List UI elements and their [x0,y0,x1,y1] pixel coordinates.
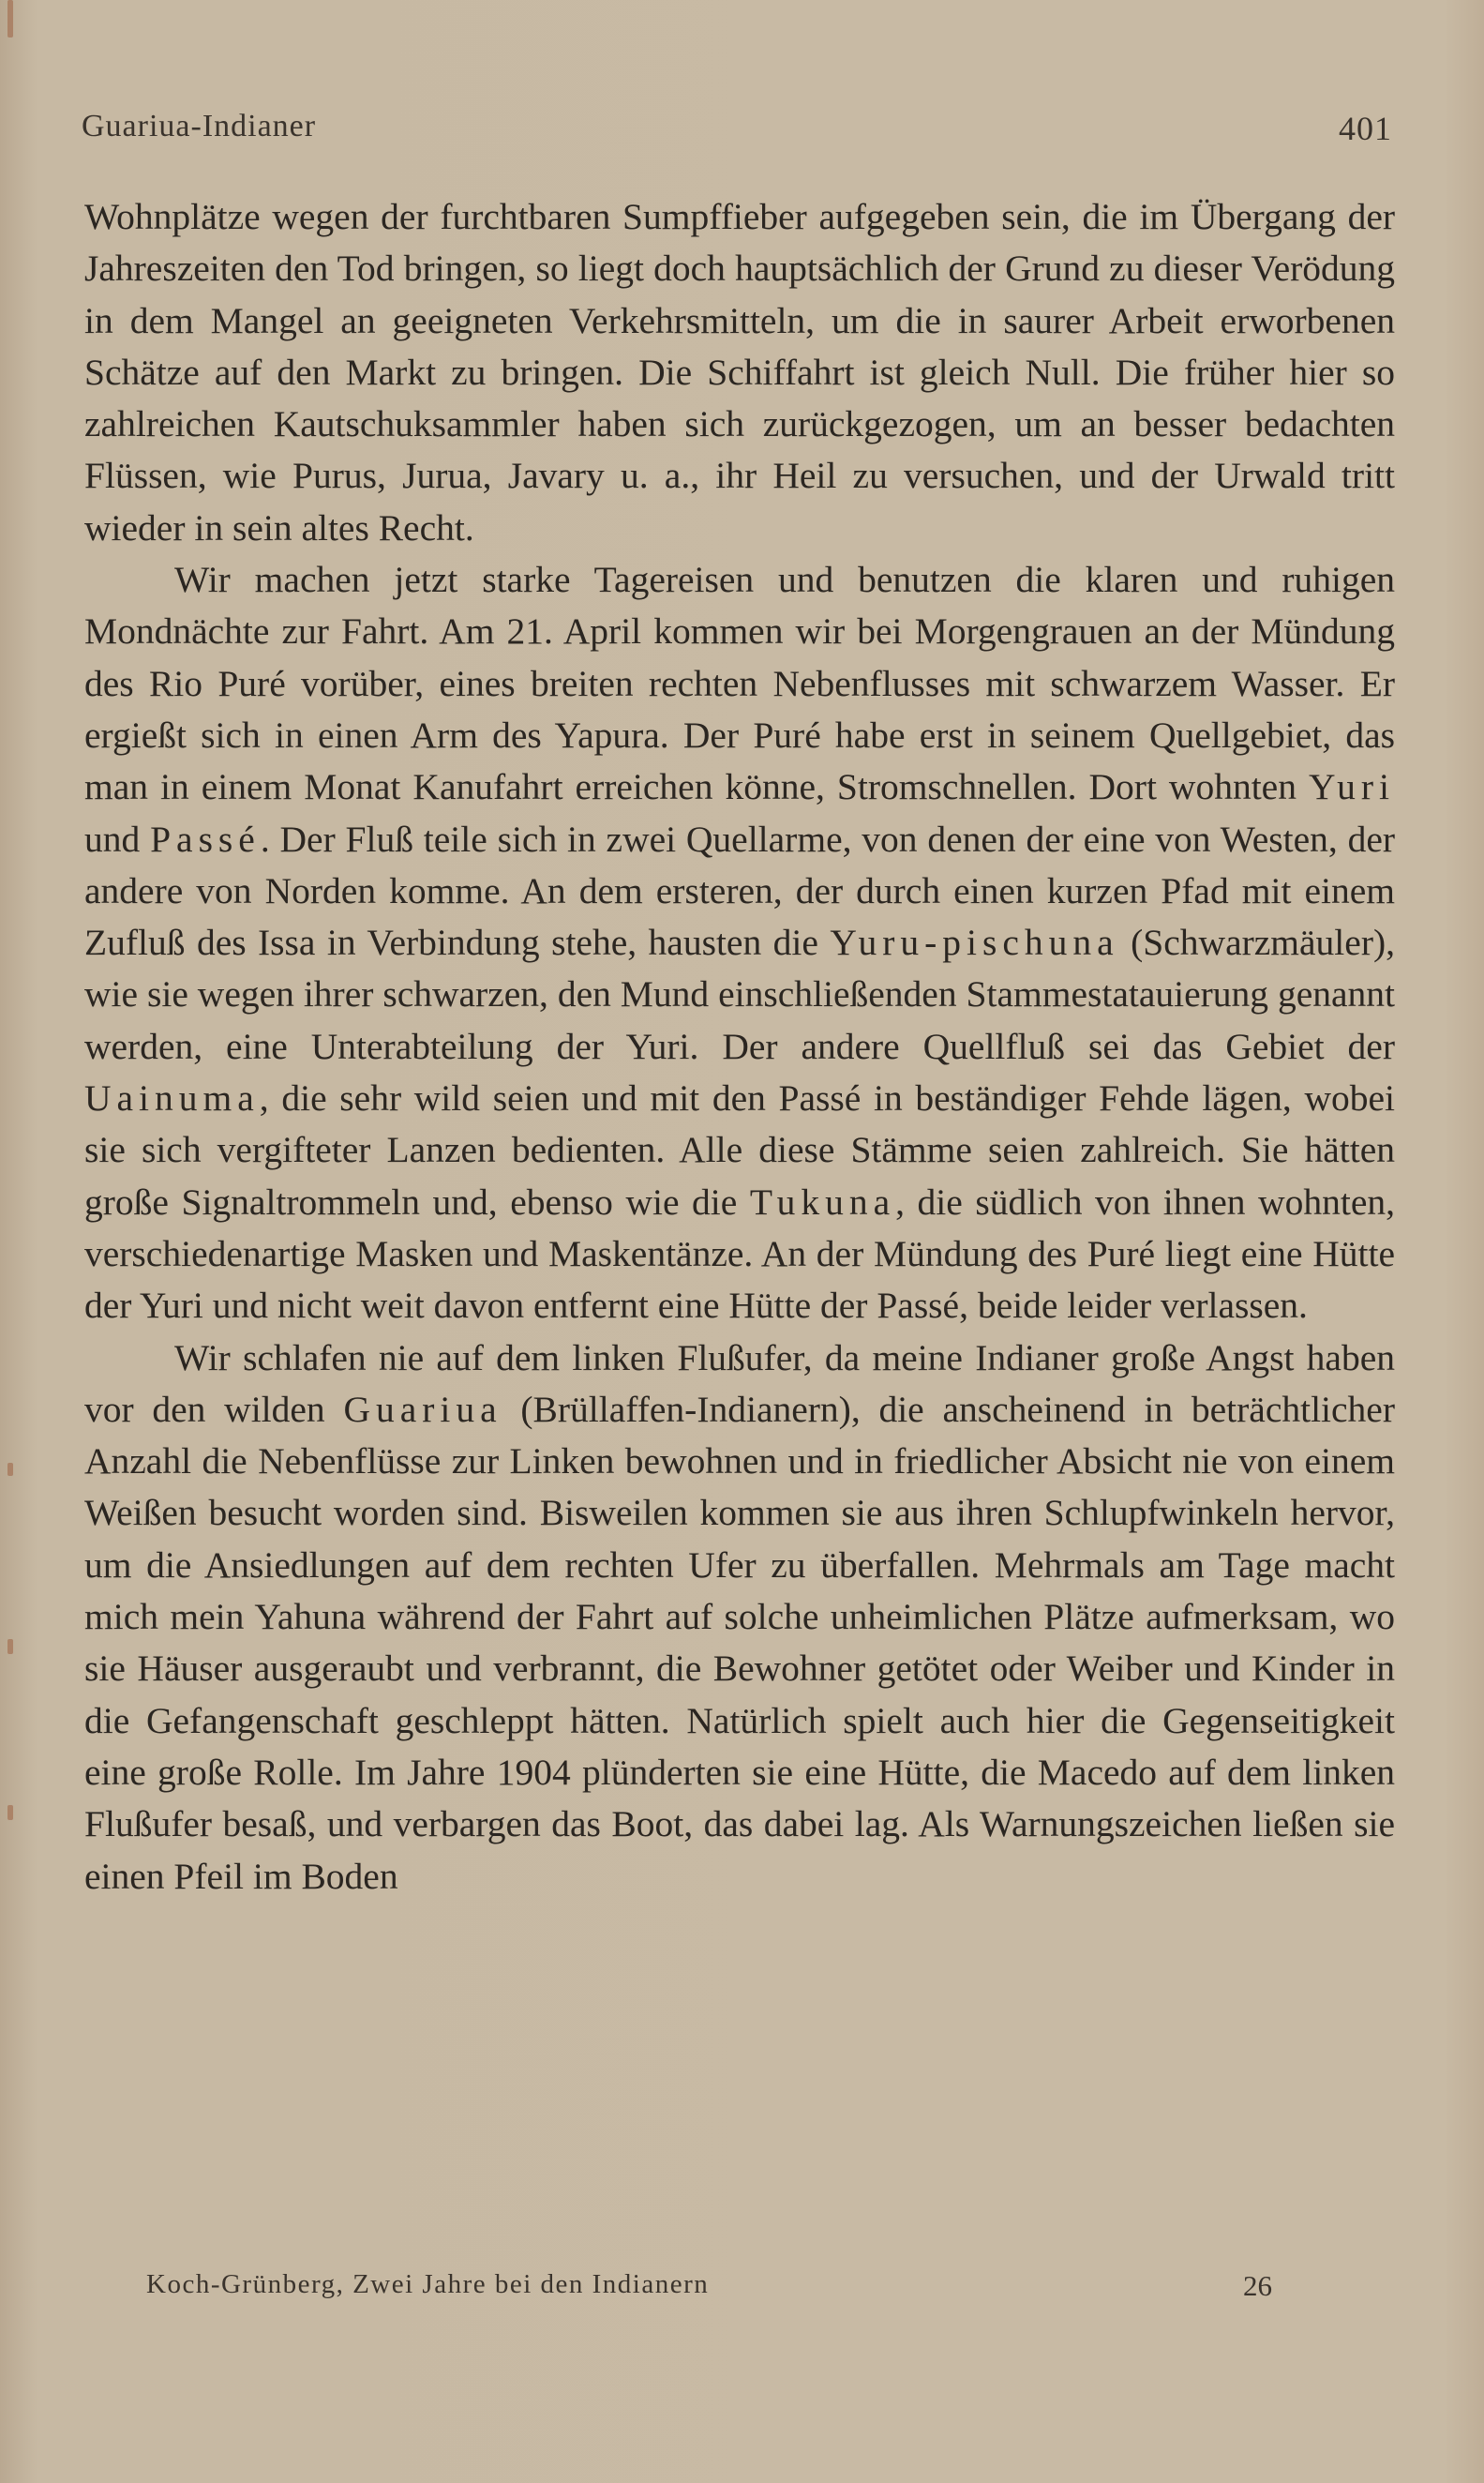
text-run: Wohnplätze wegen der furchtbaren Sumpffieber aufgegeben sein, die im Übergang der Jahreszeiten den Tod bringen, so liegt doch hauptsächlich der Grund zu dieser Verödung in dem Mangel an geeigneten Verkehrsmitteln, um die in saurer Arbeit erworbenen Schätze auf den Markt zu bringen. Die Schiffahrt ist gleich Null. Die früher hier so zahlreichen Kautschuksammler haben sich zurückgezogen, um an besser bedachten Flüssen, wie Purus, Jurua, Javary u. a., ihr Heil zu versuchen, und der Urwald tritt wieder in sein altes Recht. [84,196,1395,549]
spaced-name: Uainuma [84,1077,260,1120]
running-head-title: Guariua-Indianer [82,109,317,143]
spaced-name: Yuri [1308,766,1395,808]
spaced-name: Passé [150,818,261,860]
page-edge-stain [7,1639,13,1654]
signature-mark-text: Koch-Grünberg, Zwei Jahre bei den Indianern [146,2269,710,2299]
spaced-name: Guariua [343,1388,502,1430]
page-edge-stain [7,1463,13,1476]
text-run: Wir schlafen nie auf dem linken Flußufer, da meine Indianer große Angst haben vor den wilden [84,1336,1395,1430]
body-text [84,191,1395,1903]
page-edge-stain [7,0,13,38]
text-run: und [84,818,151,860]
paragraph [84,554,1395,1332]
signature-mark-number: 26 [1243,2269,1272,2302]
text-run: Wir machen jetzt starke Tagereisen und benutzen die klaren und ruhigen Mondnächte zur Fahrt. Am 21. April kommen wir bei Morgengrauen an der Mündung des Rio Puré vorüber, eines breiten rechten Nebenflusses mit schwarzem Wasser. Er ergießt sich in einen Arm des Yapura. Der Puré habe erst in seinem Quellgebiet, das man in einem Monat Kanufahrt erreichen könne, Stromschnellen. Dort wohnten [84,559,1395,808]
paragraph [84,1332,1395,1903]
text-run: . Der Fluß teile sich in zwei Quellarme, von denen der eine von Westen, der andere von Norden komme. An dem ersteren, der durch einen kurzen Pfad mit einem Zufluß des Issa in Verbindung stehe, hausten die [84,818,1396,964]
spaced-name: Yuru-pischuna [830,922,1119,964]
signature-line [146,2269,1281,2307]
paragraph [84,191,1395,554]
spaced-name: Tukuna [749,1181,896,1223]
page-edge-stain [7,1805,13,1820]
page-number: 401 [1339,110,1392,147]
text-run: (Schwarzmäuler), wie sie wegen ihrer schwarzen, den Mund einschließenden Stammestatauierung genannt werden, eine Unterabteilung der Yuri. Der andere Quellfluß sei das Gebiet der [84,922,1395,1067]
text-run: (Brüllaffen-Indianern), die anscheinend in beträchtlicher Anzahl die Nebenflüsse zur Linken bewohnen und in friedlicher Absicht nie von einem Weißen besucht worden sind. Bisweilen kommen sie aus ihren Schlupfwinkeln hervor, um die Ansiedlungen auf dem rechten Ufer zu überfallen. Mehrmals am Tage macht mich mein Yahuna während der Fahrt auf solche unheimlichen Plätze aufmerksam, wo sie Häuser ausgeraubt und verbrannt, die Bewohner getötet oder Weiber und Kinder in die Gefangenschaft geschleppt hätten. Natürlich spielt auch hier die Gegenseitigkeit eine große Rolle. Im Jahre 1904 plünderten sie eine Hütte, die Macedo auf dem linken Flußufer besaß, und verbargen das Boot, das dabei lag. Als Warnungszeichen ließen sie einen Pfeil im Boden [84,1388,1395,1897]
text-run: , die sehr wild seien und mit den Passé in beständiger Fehde lägen, wobei sie sich vergifteter Lanzen bedienten. Alle diese Stämme seien zahlreich. Sie hätten große Signaltrommeln und, ebenso wie die [84,1077,1395,1223]
text-run: , die südlich von ihnen wohnten, verschiedenartige Masken und Maskentänze. An der Mündung des Puré liegt eine Hütte der Yuri und nicht weit davon entfernt eine Hütte der Passé, beide leider verlassen. [84,1181,1395,1327]
running-head [82,109,1392,150]
